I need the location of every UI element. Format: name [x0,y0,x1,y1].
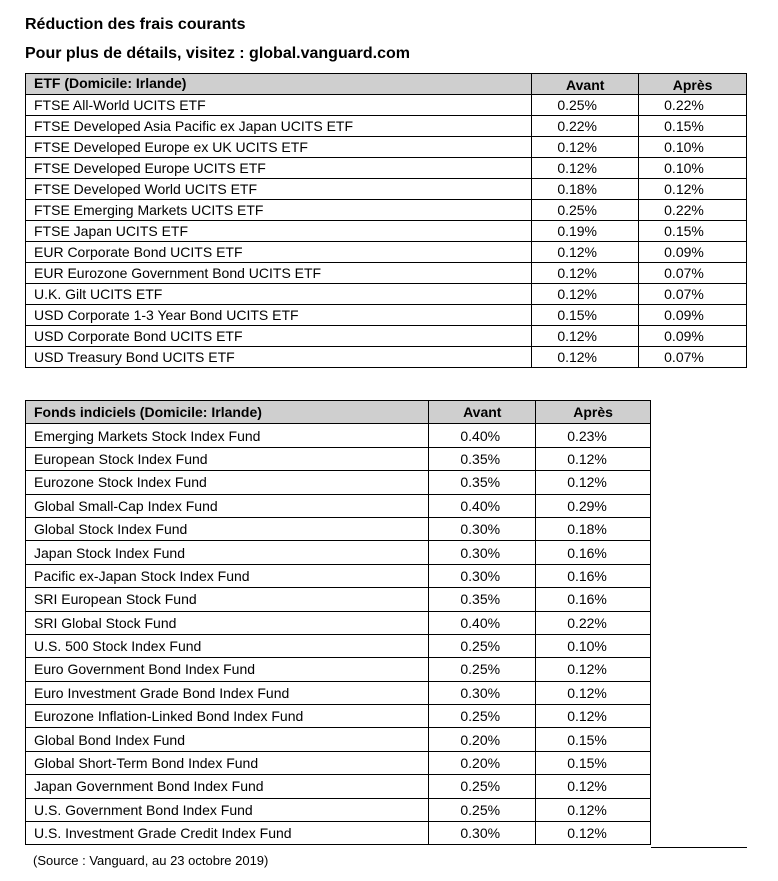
fonds-table [25,400,651,845]
cell-name: Pacific ex-Japan Stock Index Fund [26,564,429,587]
cell-name: FTSE Japan UCITS ETF [26,221,532,242]
cell-apres: 0.10% [639,137,747,158]
table-row [26,284,747,305]
fonds-column-header-apres: Après [536,401,651,424]
cell-apres: 0.22% [639,200,747,221]
table-row [26,116,747,137]
cell-avant: 0.22% [532,116,639,137]
cell-avant: 0.12% [532,326,639,347]
cell-apres: 0.12% [536,471,651,494]
cell-avant: 0.15% [532,305,639,326]
cell-apres: 0.16% [536,564,651,587]
cell-name: EUR Corporate Bond UCITS ETF [26,242,532,263]
cell-apres: 0.23% [536,424,651,447]
table-row [26,658,651,681]
table-row [26,822,651,845]
cell-name: U.S. Government Bond Index Fund [26,798,429,821]
cell-avant: 0.19% [532,221,639,242]
table-row [26,305,747,326]
cell-apres: 0.12% [639,179,747,200]
cell-name: Eurozone Inflation-Linked Bond Index Fund [26,705,429,728]
cell-apres: 0.12% [536,705,651,728]
cell-apres: 0.22% [639,95,747,116]
table-row [26,179,747,200]
cell-apres: 0.07% [639,347,747,368]
cell-avant: 0.12% [532,158,639,179]
fonds-table-header [26,401,651,424]
cell-avant: 0.40% [429,424,536,447]
cell-avant: 0.35% [429,471,536,494]
cell-name: FTSE Developed Europe UCITS ETF [26,158,532,179]
fonds-column-header-avant: Avant [429,401,536,424]
table-row [26,564,651,587]
cell-name: Eurozone Stock Index Fund [26,471,429,494]
page-subtitle: Pour plus de détails, visitez : global.vanguard.com [25,45,410,62]
cell-apres: 0.15% [639,221,747,242]
cell-name: FTSE Developed Europe ex UK UCITS ETF [26,137,532,158]
cell-name: Global Stock Index Fund [26,517,429,540]
cell-avant: 0.20% [429,728,536,751]
cell-apres: 0.10% [536,634,651,657]
cell-avant: 0.25% [429,634,536,657]
cell-name: EUR Eurozone Government Bond UCITS ETF [26,263,532,284]
cell-name: Euro Investment Grade Bond Index Fund [26,681,429,704]
cell-apres: 0.16% [536,588,651,611]
cell-avant: 0.30% [429,564,536,587]
etf-column-header-avant: Avant [532,74,639,95]
cell-apres: 0.12% [536,681,651,704]
cell-name: FTSE All-World UCITS ETF [26,95,532,116]
table-row [26,471,651,494]
cell-name: Japan Stock Index Fund [26,541,429,564]
etf-table [25,73,747,368]
cell-avant: 0.12% [532,263,639,284]
cell-apres: 0.18% [536,517,651,540]
table-row [26,200,747,221]
table-row [26,705,651,728]
table-row [26,751,651,774]
cell-name: SRI Global Stock Fund [26,611,429,634]
cell-name: Euro Government Bond Index Fund [26,658,429,681]
cell-apres: 0.29% [536,494,651,517]
table-row [26,158,747,179]
cell-avant: 0.25% [429,705,536,728]
cell-avant: 0.12% [532,137,639,158]
cell-apres: 0.12% [536,658,651,681]
table-row [26,221,747,242]
table-row [26,541,651,564]
cell-apres: 0.15% [536,728,651,751]
cell-apres: 0.15% [639,116,747,137]
table-row [26,798,651,821]
cell-avant: 0.25% [532,200,639,221]
table-row [26,137,747,158]
etf-table-body [26,95,747,368]
cell-avant: 0.40% [429,611,536,634]
cell-name: U.K. Gilt UCITS ETF [26,284,532,305]
cell-apres: 0.07% [639,263,747,284]
cell-avant: 0.25% [429,658,536,681]
cell-avant: 0.20% [429,751,536,774]
cell-apres: 0.22% [536,611,651,634]
table-row [26,517,651,540]
table-row [26,95,747,116]
cell-apres: 0.16% [536,541,651,564]
cell-name: USD Corporate 1-3 Year Bond UCITS ETF [26,305,532,326]
page-title: Réduction des frais courants [25,16,246,33]
source-note: (Source : Vanguard, au 23 octobre 2019) [33,853,269,868]
cell-name: Global Small-Cap Index Fund [26,494,429,517]
cell-name: FTSE Developed World UCITS ETF [26,179,532,200]
cell-name: FTSE Developed Asia Pacific ex Japan UCITS ETF [26,116,532,137]
cell-apres: 0.09% [639,305,747,326]
cell-name: Global Bond Index Fund [26,728,429,751]
cell-avant: 0.30% [429,541,536,564]
cell-avant: 0.12% [532,284,639,305]
cell-avant: 0.25% [532,95,639,116]
cell-avant: 0.12% [532,242,639,263]
cell-avant: 0.12% [532,347,639,368]
table-row [26,447,651,470]
table-row [26,326,747,347]
cell-apres: 0.09% [639,242,747,263]
cell-apres: 0.15% [536,751,651,774]
fonds-column-header-name: Fonds indiciels (Domicile: Irlande) [26,401,429,424]
etf-column-header-name: ETF (Domicile: Irlande) [26,74,532,95]
table-row [26,347,747,368]
table-row [26,775,651,798]
cell-avant: 0.25% [429,775,536,798]
table-row [26,588,651,611]
etf-column-header-apres: Après [639,74,747,95]
cell-name: FTSE Emerging Markets UCITS ETF [26,200,532,221]
cell-name: Emerging Markets Stock Index Fund [26,424,429,447]
cell-avant: 0.25% [429,798,536,821]
cell-apres: 0.07% [639,284,747,305]
cell-name: U.S. 500 Stock Index Fund [26,634,429,657]
cell-apres: 0.12% [536,822,651,845]
table-row [26,634,651,657]
cell-name: Global Short-Term Bond Index Fund [26,751,429,774]
cell-avant: 0.35% [429,588,536,611]
cell-name: European Stock Index Fund [26,447,429,470]
cell-avant: 0.30% [429,822,536,845]
cell-apres: 0.12% [536,775,651,798]
cell-name: SRI European Stock Fund [26,588,429,611]
cell-apres: 0.12% [536,798,651,821]
cell-avant: 0.40% [429,494,536,517]
cell-avant: 0.18% [532,179,639,200]
table-row [26,611,651,634]
cell-name: Japan Government Bond Index Fund [26,775,429,798]
cell-avant: 0.35% [429,447,536,470]
cell-avant: 0.30% [429,517,536,540]
cell-name: USD Treasury Bond UCITS ETF [26,347,532,368]
table-row [26,681,651,704]
table-row [26,263,747,284]
cell-apres: 0.09% [639,326,747,347]
table-row [26,494,651,517]
etf-table-header [26,74,747,95]
cell-name: U.S. Investment Grade Credit Index Fund [26,822,429,845]
cell-name: USD Corporate Bond UCITS ETF [26,326,532,347]
table-row [26,728,651,751]
table-row [26,424,651,447]
cell-apres: 0.10% [639,158,747,179]
table-row [26,242,747,263]
fonds-table-body [26,424,651,845]
divider-line [651,847,747,848]
cell-avant: 0.30% [429,681,536,704]
cell-apres: 0.12% [536,447,651,470]
